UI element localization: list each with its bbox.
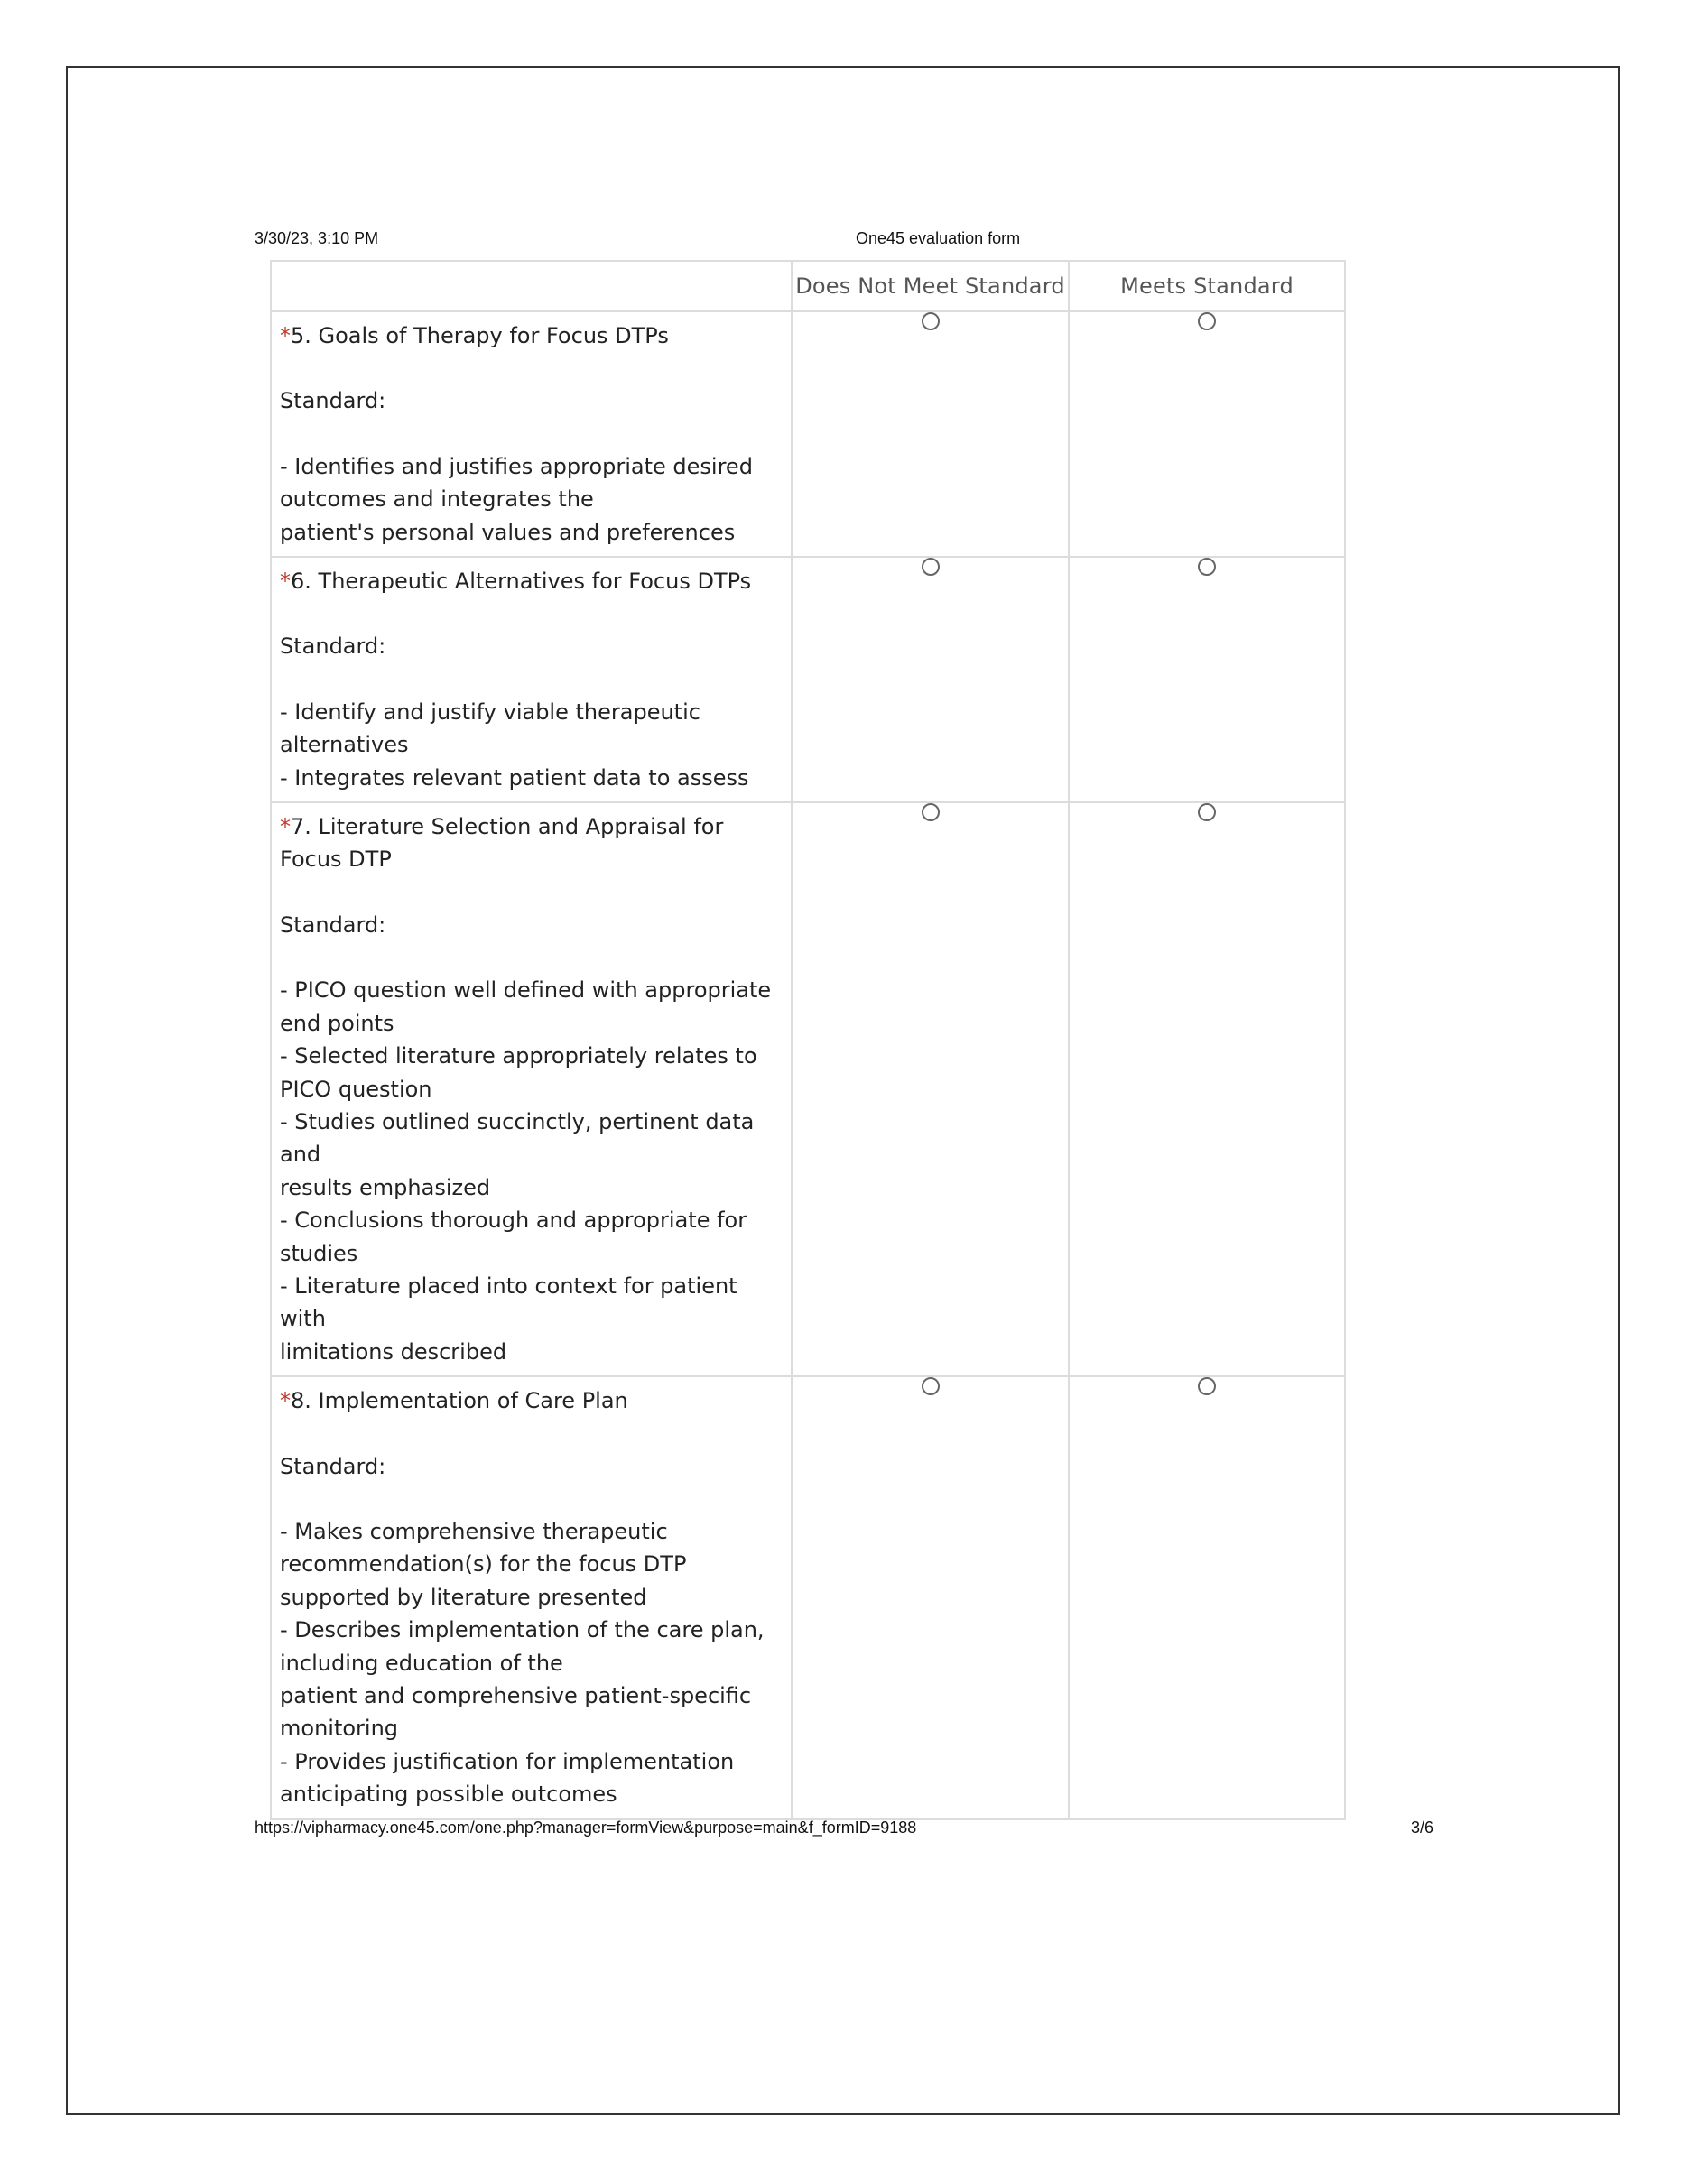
standard-line: - Identify and justify viable therapeutic	[280, 699, 700, 725]
table-row	[271, 802, 1345, 1376]
print-title: One45 evaluation form	[856, 229, 1021, 247]
does-not-meet-cell	[792, 311, 1069, 557]
standard-label: Standard:	[280, 912, 386, 938]
standard-label: Standard:	[280, 634, 386, 660]
standard-label: Standard:	[280, 1453, 386, 1479]
standard-line: supported by literature presented	[280, 1584, 647, 1610]
meets-cell	[1069, 311, 1345, 557]
standard-line: - Provides justification for implementation	[280, 1748, 735, 1774]
standard-line: alternatives	[280, 732, 409, 758]
criterion-title: *6. Therapeutic Alternatives for Focus DTPs	[280, 569, 752, 595]
meets-radio[interactable]	[1198, 1377, 1216, 1395]
standard-line: limitations described	[280, 1338, 507, 1365]
meets-column-header: Meets Standard	[1069, 261, 1345, 311]
standard-line: patient and comprehensive patient-specific	[280, 1683, 752, 1708]
criterion-title: *7. Literature Selection and Appraisal for Focus DTP	[280, 814, 724, 873]
meets-radio[interactable]	[1198, 803, 1216, 821]
does-not-meet-radio[interactable]	[922, 312, 940, 330]
does-not-meet-column-header: Does Not Meet Standard	[792, 261, 1069, 311]
standard-line: end points	[280, 1010, 394, 1036]
standard-label: Standard:	[280, 388, 386, 414]
standard-line: - Makes comprehensive therapeutic	[280, 1518, 668, 1544]
standard-line: patient's personal values and preferences	[280, 519, 736, 545]
standard-line: including education of the	[280, 1650, 563, 1676]
meets-cell	[1069, 802, 1345, 1376]
required-mark: *	[280, 1388, 291, 1414]
standard-line: outcomes and integrates the	[280, 486, 594, 513]
standard-line: - Selected literature appropriately relates to	[280, 1043, 757, 1069]
table-row	[271, 311, 1345, 557]
criterion-cell	[271, 311, 792, 557]
required-mark: *	[280, 569, 291, 595]
does-not-meet-radio[interactable]	[922, 1377, 940, 1395]
does-not-meet-radio[interactable]	[922, 558, 940, 576]
standard-line: - Literature placed into context for patient with	[280, 1272, 737, 1332]
print-datetime: 3/30/23, 3:10 PM	[255, 229, 379, 247]
criterion-cell	[271, 557, 792, 802]
standard-line: anticipating possible outcomes	[280, 1781, 617, 1808]
standard-line: - Conclusions thorough and appropriate for	[280, 1208, 747, 1234]
required-mark: *	[280, 814, 291, 840]
does-not-meet-cell	[792, 802, 1069, 1376]
standard-line: monitoring	[280, 1716, 399, 1742]
standard-line: - Studies outlined succinctly, pertinent data and	[280, 1108, 755, 1168]
standard-line: - Identifies and justifies appropriate desired	[280, 453, 753, 479]
table-row	[271, 1376, 1345, 1818]
meets-cell	[1069, 557, 1345, 802]
standard-line: - Integrates relevant patient data to assess	[280, 764, 749, 791]
standard-line: - PICO question well defined with appropriate	[280, 977, 772, 1004]
standard-line: - Describes implementation of the care plan,	[280, 1617, 765, 1643]
criteria-column-header	[271, 261, 792, 311]
page-url: https://vipharmacy.one45.com/one.php?manager=formView&purpose=main&f_formID=9188	[255, 1818, 917, 1837]
table-row	[271, 557, 1345, 802]
table-header-row	[271, 261, 1345, 311]
page-number: 3/6	[1411, 1818, 1434, 1837]
criterion-title: *5. Goals of Therapy for Focus DTPs	[280, 323, 669, 348]
meets-radio[interactable]	[1198, 312, 1216, 330]
standard-line: results emphasized	[280, 1174, 491, 1200]
standard-line: recommendation(s) for the focus DTP	[280, 1551, 687, 1578]
required-mark: *	[280, 323, 291, 348]
criterion-cell	[271, 1376, 792, 1818]
criterion-cell	[271, 802, 792, 1376]
criterion-title: *8. Implementation of Care Plan	[280, 1388, 628, 1414]
does-not-meet-cell	[792, 1376, 1069, 1818]
standard-line: PICO question	[280, 1076, 432, 1102]
meets-cell	[1069, 1376, 1345, 1818]
meets-radio[interactable]	[1198, 558, 1216, 576]
evaluation-table	[270, 260, 1346, 1820]
standard-line: studies	[280, 1240, 358, 1266]
does-not-meet-cell	[792, 557, 1069, 802]
does-not-meet-radio[interactable]	[922, 803, 940, 821]
